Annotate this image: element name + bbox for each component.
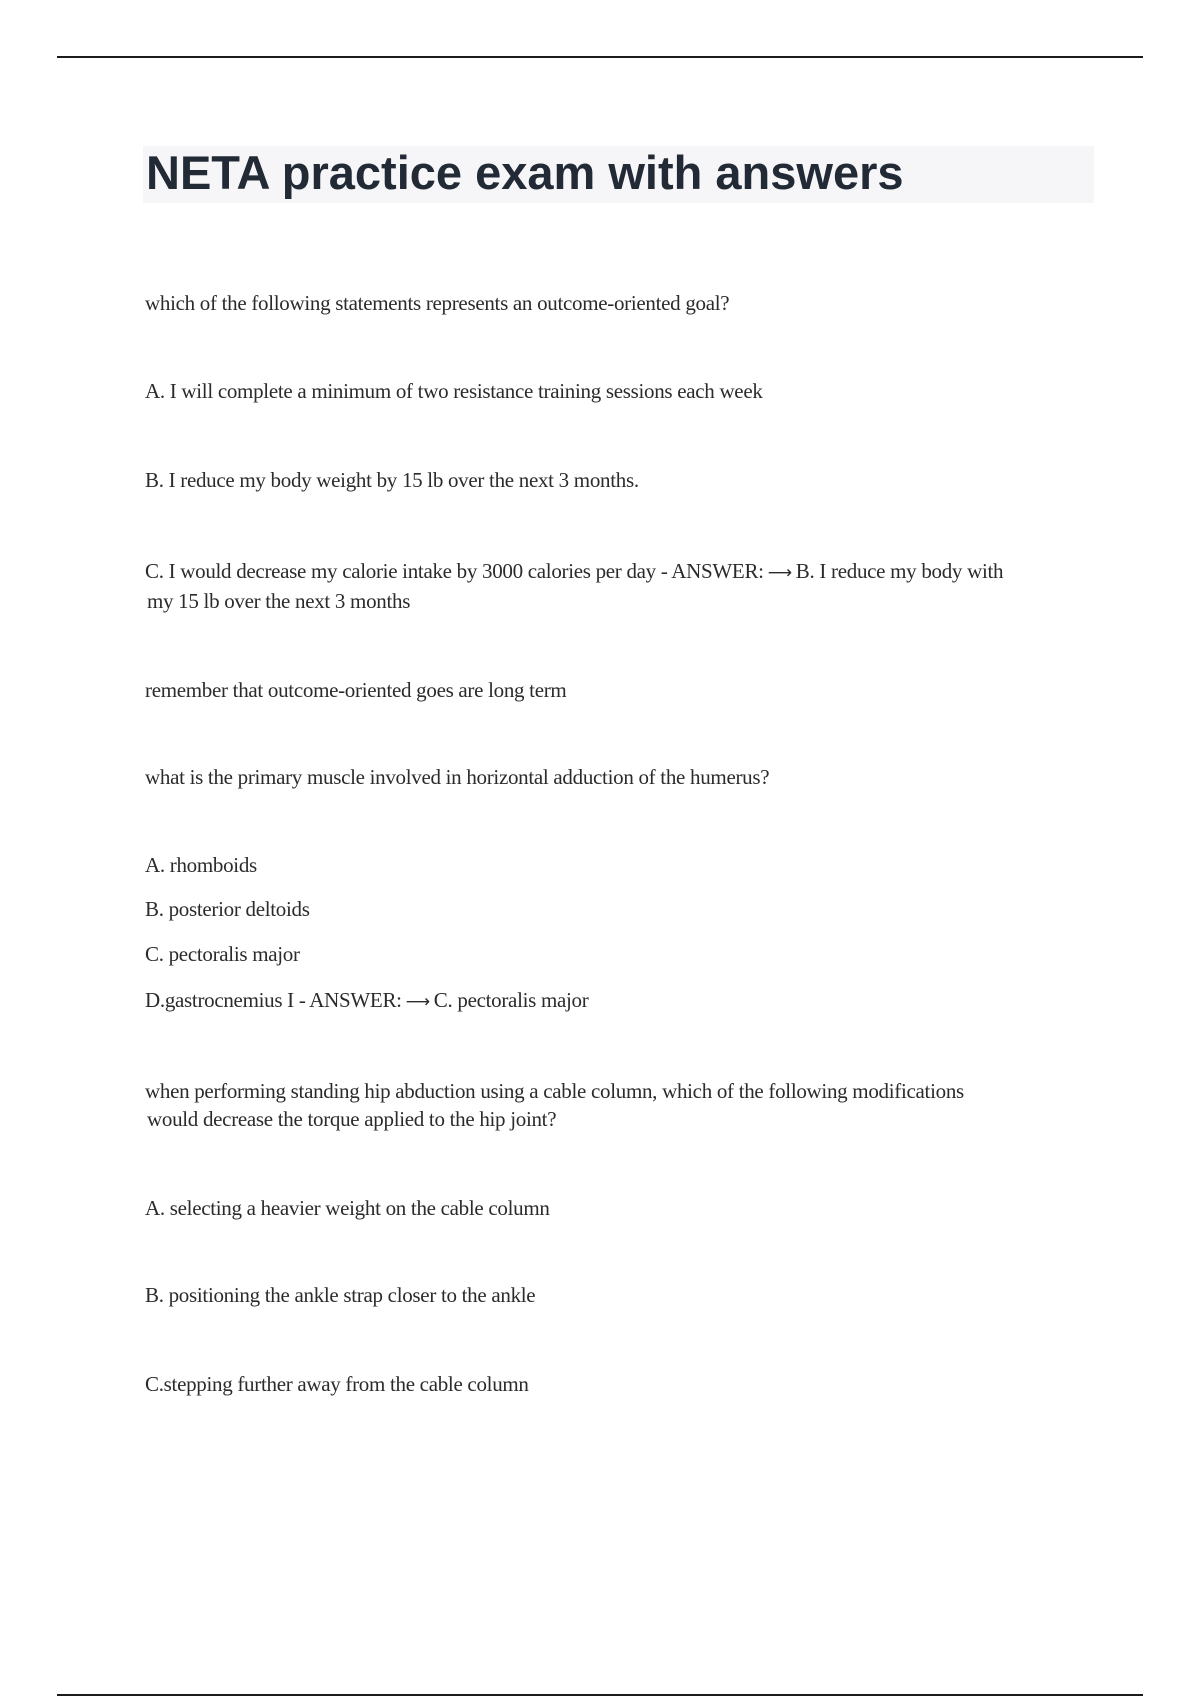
question-2-answer: C. pectoralis major [433, 988, 589, 1012]
top-rule [57, 56, 1143, 58]
question-2-option-b: B. posterior deltoids [145, 897, 310, 921]
question-3-text-line-1: when performing standing hip abduction using a cable column, which of the following modifications [145, 1079, 964, 1103]
question-1-option-a: A. I will complete a minimum of two resistance training sessions each week [145, 379, 763, 403]
question-3-option-c: C.stepping further away from the cable column [145, 1372, 529, 1396]
arrow-icon: ⟶ [405, 992, 430, 1012]
question-1-option-c-with-answer [145, 556, 1003, 588]
question-1-text: which of the following statements represents an outcome-oriented goal? [145, 291, 730, 315]
question-3-option-a: A. selecting a heavier weight on the cable column [145, 1196, 550, 1220]
question-2-option-d-with-answer [145, 985, 588, 1017]
question-1-answer: B. I reduce my body with [795, 559, 1004, 583]
question-2-option-d: D.gastrocnemius I - ANSWER: [145, 988, 402, 1012]
question-3-option-b: B. positioning the ankle strap closer to the ankle [145, 1283, 536, 1307]
question-1-option-c: C. I would decrease my calorie intake by 3000 calories per day - ANSWER: [145, 559, 764, 583]
question-2-option-c: C. pectoralis major [145, 942, 300, 966]
question-3-text-line-2: would decrease the torque applied to the hip joint? [147, 1107, 557, 1131]
question-1-option-b: B. I reduce my body weight by 15 lb over the next 3 months. [145, 468, 639, 492]
question-1-answer-continued: my 15 lb over the next 3 months [147, 589, 411, 613]
bottom-rule [57, 1694, 1143, 1696]
question-2-text: what is the primary muscle involved in horizontal adduction of the humerus? [145, 765, 770, 789]
document-title: NETA practice exam with answers [146, 146, 904, 199]
question-2-option-a: A. rhomboids [145, 853, 257, 877]
arrow-icon: ⟶ [767, 563, 792, 583]
question-1-note: remember that outcome-oriented goes are long term [145, 678, 567, 702]
